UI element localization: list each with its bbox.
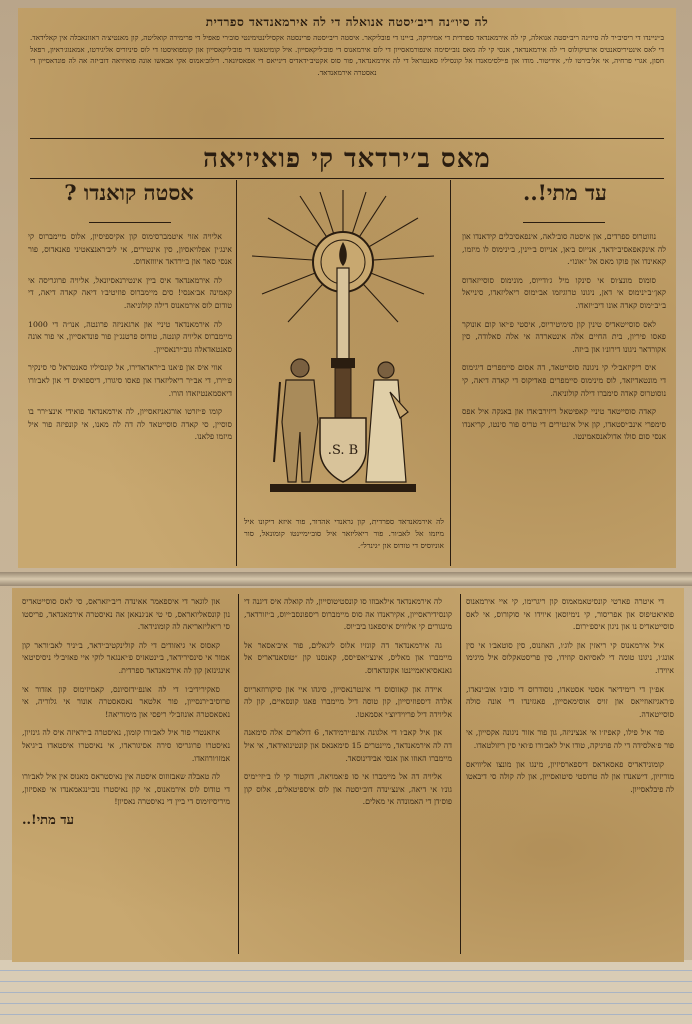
stanza: קאדה סוסייטאד טיניי קאפיטאל ריזירב׳אדו און באנקה איל אפס סימפרי אינב׳יסטאדו, קון איל אינטירים די טריס פור סינטו, קריאנדו אנסי סום סולו אדולאנסאמינטו.: [462, 407, 666, 442]
stanza: סומוס מונצ׳וס אי סינקו מיל ג׳ודייוס, מונימוס סוסייזאדוס קאן׳׳ב׳ינימוס אי דאן, ניגונו טרוגיזמו אב׳ימוס ריאליזאדו, סינייאל ב׳יב׳ימוס קאדה אונו דיב׳יזאדו.: [462, 275, 666, 310]
stanza: און איל קאב׳ו די אלגונה אינפ׳ירמידאד, 6 דולארים אלה סימאנה דה לה אירמאנדאד, מיינטרים 15 סימאנאס און קונטינואידאד, אי איל מיימברו האוזו און אנסי אבידינוסאד.: [244, 728, 452, 763]
left-column-text: [28, 220, 232, 566]
stanza: איידה און קאזוסוס די אינטרנאסייון, סיגהו איי און סיקורוזאריוס אלדה דיספוזיסייון, קון טוסה דיל מיימברו פאגו קונסאיים, קון לה אליוידה דיל פריוידיוצ׳י אסמאטו.: [244, 684, 452, 719]
stanza: אפ׳ין די רימידיאר אסטי אסטאדו, נוסודרוס די סוב׳ו אוב׳ינאדו, פ׳ראגיזאוזייאס און זויס אוסימאסייון, פאגזינדו די אונה סולה סוסייטאדה.: [466, 684, 674, 719]
stanza: אווי איס און פ׳אנו ב׳יראדאדירו, אל קונסיליו סאנטראל סי סינקיר פ׳יירו, די אב׳יר ריאליזאדו און פאסו סיגורו, דיספואיס די און לאב׳ורו דיאסמאנטיזאדו הורו.: [28, 363, 232, 398]
shield-icon: [320, 418, 366, 482]
title-underline: [89, 222, 171, 223]
stanza: לה אירמאנדאד אילאבוזו סו קונסטיטוסייון, לה קואלה איס דיגנה די קונסידיראסייון, אקיראנדו אה סוס מיימברוס ריספונסב׳ייוס, ב׳יזורדאד, מינגורים קי אליוויס איספאנו ביב׳יוס.: [244, 597, 452, 632]
shield-letters: S. B.: [327, 443, 359, 458]
bottom-right-column: [466, 596, 674, 956]
stanza: איזאנטרי פור איל לאב׳ורו קומון, נאיסטרה ב׳יראיזה איס לה גינזיון, נאיסטרו פרוגריסו סירה אסיגוראדו, אי נאיסטרו איסטאדו ב׳יגיאל אמזו׳ורוזאדו.: [22, 728, 230, 763]
page-fold: [0, 572, 692, 586]
stanza: אליויה אזוי איטמברסימוס קון אקיספיסיון, אלוס מיימברוס קי אינג׳ין אפלויאסיון, סין אינטירים, אי ליב׳ראנצאטיני פאנאדוס, פור אנסי סאר און ב׳ירדאד איווזאדוס.: [28, 232, 232, 267]
stanza: קאסוס אי גיאזודים די לה קולינקטיב׳ידאד, ב׳יניר לאב׳וראר קון אמור אי סינסירידאד, ב׳ינטאזיס פ׳יאנגאר לוקי איי פאזיב׳לי ניסיסיטאי אינגינזאן קון לה אירמאנדאד ספרדית.: [22, 640, 230, 675]
stanza: קומו פ׳יזרטו אורגאניזאסייון, לה אירמאנדאד פואידי אינצ׳ירר בו סוסיין, סי קאדה סוסייטאד לה דה לה מאנו, אי קונפיזה פור איל מיזמו פלאנו.: [28, 407, 232, 442]
divider-rule: [30, 138, 664, 139]
stanza: אליויה דה אל מיימברו אי סו פ׳אמויאה, דוקטור קי לו ב׳יזי׳ימיס גונ׳ו אי דיאה, אינצ׳ינדה דוב׳יסטה און לוס איספיטאלים, אלוס קון פוס׳דן די האמונדה אי מאלים.: [244, 772, 452, 807]
candle-knight-illustration: [240, 182, 446, 512]
column-divider: [238, 594, 239, 954]
illustration-caption: לה אירמאנדאד ספרדית, קון גראנדי אהדור, פור איזא דיקונו איל מיזמו אל לאב׳ור. פור ריאליזאר איל סוב׳ימיינטו קומונאל, סור אוניוסיס די טודוס און ״גינרל״.: [244, 517, 444, 551]
bottom-middle-column: [244, 596, 452, 956]
lady-figure-icon: [366, 362, 408, 482]
newspaper-clipping-bottom: [12, 588, 684, 962]
intro-section: [30, 14, 664, 132]
stanza: לה אירמאנדאד טיניי און ארגאניזה פרונטה, אנו״ה די 1000 מיימברוס אליויה קונטה, טודוס פרטנג׳ין פור פונדאסייון, אי פור אונה סאנטאדאלה גוב׳ירנאסייון.: [28, 319, 232, 354]
title-underline: [523, 222, 605, 223]
poem-headline: מאס ב׳ירדאד קי פואיזיאה: [203, 144, 491, 174]
newspaper-clipping-top: [18, 8, 676, 568]
stanza: די איטרה פארטי קונסיטאמאמוס קון ריגרימו, קי איי אירמאנוס פואיאטיפוס און אפריסור, קי נימיוסאן איוידו אי סוקורוס, אי לאס סוסייטאדיס נו און ניגון איספ׳ירום.: [466, 597, 674, 632]
divider-rule: [30, 178, 664, 179]
stanza: לה אירמאנדאד איס ביין אינטירנאסיונאל, אליויה פרוגריסה אי קאמינה אב׳אנסי! סים מיימברוס פוזיטיב׳ו דיאה קאדה דיאה, די טודום לוס אירמאנוס דילה קולוניאה.: [28, 275, 232, 310]
intro-heading: לה סיו״נה ריב׳יסטה אנואלה די לה אירמאנדאד ספרדית: [205, 15, 489, 29]
stanza: איס ריקיזאב׳לי קי ניגונה סוסייטאד, דה אסום סיימפרים דיגימוס די מונטאדיזאד, לוס מינימוס סיימפרים פאדיקוס די קאדה דיאה, קי נוסוטרוס קאדה סימברו דילה קולוניאה.: [462, 363, 666, 398]
stanza: לאס סוסייטאדיס טינין קון סימיטיריוס, איסטי פ׳יאו קום אונוקר פאסו פיריון, בית החיים אלה אינטארדה אי אלה סאלודה, סין אקורדאר ניגונו דירונ׳ו און ב׳יזה.: [462, 319, 666, 354]
illustration-graphic: [240, 182, 446, 512]
stanza: לה טאבלה שאבזוזוס איסטה אין נאיסטראס מאנוס אין איל לאב׳ורו די טודוס לוס אירמאנוס, אי קון נאיסטרו נוב׳ינגאמאנדו אי פאסיזון, מיריסיזימוס די ביין די נאיסטרה נאסיון!: [22, 772, 230, 807]
stanza: פור איל פילו, קאפיז׳ו אי אנציניזה, גון פור אזור ניגונה אקסייון, אי פור פ׳אלסידה די לה פויניקה, טודו איל לאב׳ורו פ׳ואי סין ריזולטאדו.: [466, 728, 674, 750]
stanza: גה אירמאנדאד דה קונזיו אלוס ליגאלים, פור איב׳אסאר אל מיימברו און מאליס, אינצ׳יאפ׳יסס, קאנסנו קון ״טוסאנדאריס אל גאנאסיאיאמיינטו אקונדאדוס.: [244, 640, 452, 675]
right-column-text: [462, 220, 666, 566]
knight-figure-icon: [274, 359, 318, 482]
column-divider: [460, 594, 461, 954]
signature: עד מתי!..: [22, 812, 74, 828]
right-column-title: עד מתי!..: [523, 180, 607, 205]
ruled-paper: [0, 960, 692, 1024]
column-divider: [236, 180, 237, 566]
left-column-title: אסטה קואנדו ?: [64, 180, 194, 205]
stanza: און לוגאר די איספאמר אאינדה ריב׳יזאראס, סי לאס סוסייטאדיס נון קונסאליואראס, סי טי אנ׳גנאאן אה נאיסטרה אירמאנדאד, פריסטו סי ריאליזאריאה לה קומונידאד.: [22, 597, 230, 632]
column-divider: [450, 180, 451, 566]
stanza: סאקירידיב׳ו די לה אונפ׳ידזסיונס, קאמיזימוס קון אזדור אי פרוסיב׳ירנסייון, פור אלטאר נאסאסטרה אונור אי גלוריה, אי נאסאסטרה אונוזב׳לי ריפסי און מימוריאה!: [22, 684, 230, 719]
stanza: קומונידאדיס פאסאדאס דיספארסיזיון, מינגו און מונצו אליוויאס מוריזיון, דישאנדו און לה טרוסטי סיטואסייון, און לה קולה סי דיבאטו לה פיבלאסייון.: [466, 759, 674, 794]
bottom-left-column: [22, 596, 230, 956]
stanza: איל אירמאנוס קי ריאזין און לוג׳ו, האוזנוס, סין סוטאב׳ו אי סין אונג׳ו, ניגונו טומה די לאסיואס קוזידו, סין פריסטאקלוס איל מיגימו איוידו.: [466, 640, 674, 675]
ground-base: [270, 484, 416, 492]
stanza: נוזוטרוס ספרדים, און איסטה סוב׳לאה, אינפאסיבלים קידאנדו און לה אינקאפאסיב׳ידאד, אנייוס ב׳אן, אנייוס ב׳יינין, ב׳ינימוס לו מיזמו, קאאינדו און פוקו מאס אל ״אונו״.: [462, 232, 666, 267]
intro-paragraph: ב׳יניינדו די ריסיב׳יר לה סיו״נה ריב׳יסטה אנואלה, קי לה אירמאנדאד ספרדית די אמיריקה, ב׳יינו די פובליקאר. איסטה ריב׳יסטה פרינסטה אקסילינטימינטי סוב׳רי פאפיל די פרימירה קואליטה, קון מאנטיצ׳ה ראזונאבלה אין קאלידאד. די לאס אינטיריסאנטיס ארטיקולוס די לה אירמאנדאד, אנסי קי לה מאס נוב׳יסימה אינפורמאסייון די לוס אירמאנוס די פוב׳ליקאסייון. איל קומיטאטו די פוב׳ליקאסייון און קומפואיסטו די לוס סיניוריס אליגירטו, אמאנוג׳ראיון, רפאל חסון, אגרי פרחיה, אי אל׳בירטו לוי, אידיטור. מודו און פ׳ילסימאנדו אל קונסיליו סאנטראל די לה אירמאנדאד, פור סוס אקטיב׳ידאדיס דינייאס די אפאסיונאר. רילוב׳אמוס אקי אבאשו אונה פואיזיאה דוב׳יזה אה לה פונדאסייון די נאסטרה אירמאנדאד.: [30, 33, 664, 77]
